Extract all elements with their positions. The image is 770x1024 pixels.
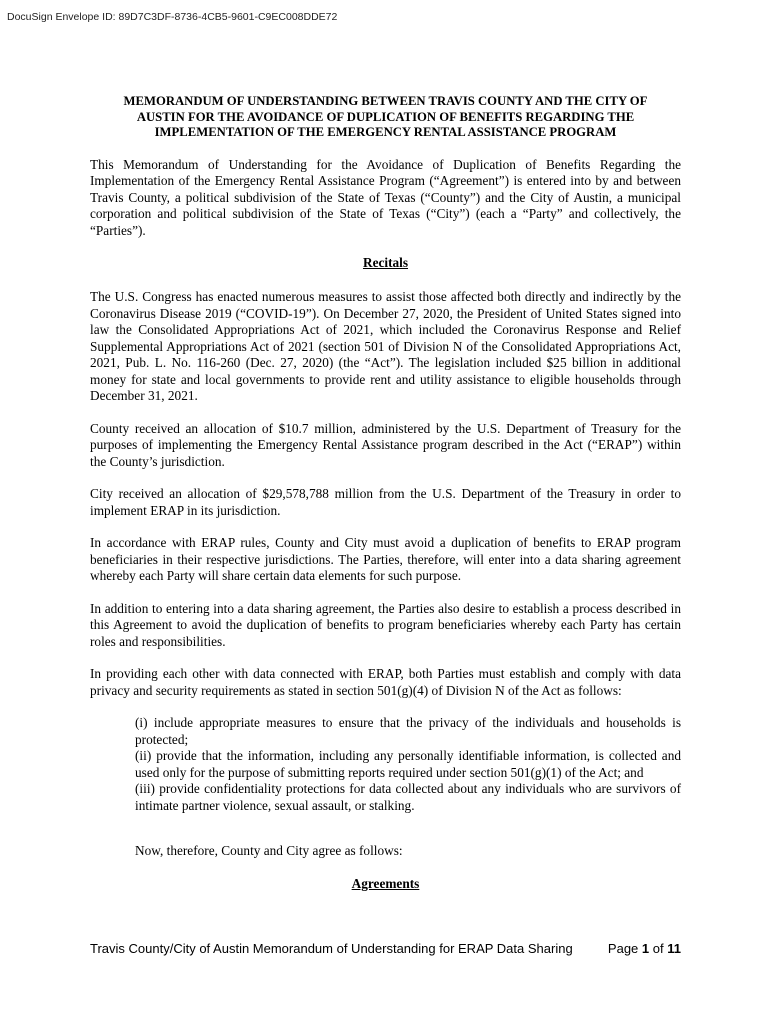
requirement-item: (iii) provide confidentiality protections for data collected about any individuals who are survivors of intimate partner violence, sexual assault, or stalking.: [135, 781, 681, 813]
title-line: IMPLEMENTATION OF THE EMERGENCY RENTAL ASSISTANCE PROGRAM: [154, 125, 617, 139]
requirement-item: (i) include appropriate measures to ensure that the privacy of the individuals and households is protected;: [135, 715, 681, 747]
recital-paragraph: In accordance with ERAP rules, County and City must avoid a duplication of benefits to ERAP program beneficiaries in their respective jurisdictions. The Parties, therefore, will enter into a data sharing agreement whereby each Party will share certain data elements for such purpose.: [90, 535, 681, 583]
page-footer: [90, 941, 681, 956]
recital-paragraph: In addition to entering into a data sharing agreement, the Parties also desire to establish a process described in this Agreement to avoid the duplication of benefits to program beneficiaries whereby each Party has certain roles and responsibilities.: [90, 600, 681, 649]
current-page: 1: [641, 941, 650, 956]
total-pages: 11: [667, 941, 681, 956]
recitals-heading: Recitals: [362, 255, 409, 270]
requirement-item: (ii) provide that the information, including any personally identifiable information, is collected and used only for the purpose of submitting reports required under section 501(g)(1) of the Act; and: [135, 748, 681, 780]
page-word: Page: [607, 941, 639, 956]
title-line: MEMORANDUM OF UNDERSTANDING BETWEEN TRAVIS COUNTY AND THE CITY OF: [123, 94, 648, 108]
agreements-heading: Agreements: [351, 875, 420, 891]
therefore-paragraph: Now, therefore, County and City agree as follows:: [135, 843, 403, 858]
recital-paragraph: In providing each other with data connected with ERAP, both Parties must establish and comply with data privacy and security requirements as stated in section 501(g)(4) of Division N of the Act as follows:: [90, 666, 681, 698]
envelope-id: DocuSign Envelope ID: 89D7C3DF-8736-4CB5-9601-C9EC008DDE72: [7, 11, 338, 23]
requirements-list: [135, 715, 681, 814]
of-word: of: [652, 941, 664, 956]
recital-paragraph: The U.S. Congress has enacted numerous measures to assist those affected both directly and indirectly by the Coronavirus Disease 2019 (“COVID-19”). On December 27, 2020, the President of United States signed into law the Consolidated Appropriations Act of 2021, which included the Coronavirus Response and Relief Supplemental Appropriations Act of 2021 (section 501 of Division N of the Consolidated Appropriations Act, 2021, Pub. L. No. 116-260 (Dec. 27, 2020) (the “Act”). The legislation included $25 billion in additional money for state and local governments to provide rent and utility assistance to eligible households through December 31, 2021.: [90, 289, 681, 403]
document-body: [90, 94, 681, 910]
intro-paragraph: This Memorandum of Understanding for the Avoidance of Duplication of Benefits Regarding the Implementation of the Emergency Rental Assistance Program (“Agreement”) is entered into by and between Travis County, a political subdivision of the State of Texas (“County”) and the City of Austin, a municipal corporation and political subdivision of the State of Texas (“City”) (each a “Party” and collectively, the “Parties”).: [90, 156, 681, 238]
document-title: [90, 94, 681, 141]
recital-paragraph: County received an allocation of $10.7 million, administered by the U.S. Department of Treasury for the purposes of implementing the Emergency Rental Assistance program described in the Act (“ERAP”) within the County’s jurisdiction.: [90, 420, 681, 469]
footer-title: Travis County/City of Austin Memorandum of Understanding for ERAP Data Sharing: [90, 941, 573, 956]
page-number: [608, 941, 681, 956]
recital-paragraph: City received an allocation of $29,578,788 million from the U.S. Department of the Treasury in order to implement ERAP in its jurisdiction.: [90, 486, 681, 518]
title-line: AUSTIN FOR THE AVOIDANCE OF DUPLICATION OF BENEFITS REGARDING THE: [136, 109, 635, 124]
